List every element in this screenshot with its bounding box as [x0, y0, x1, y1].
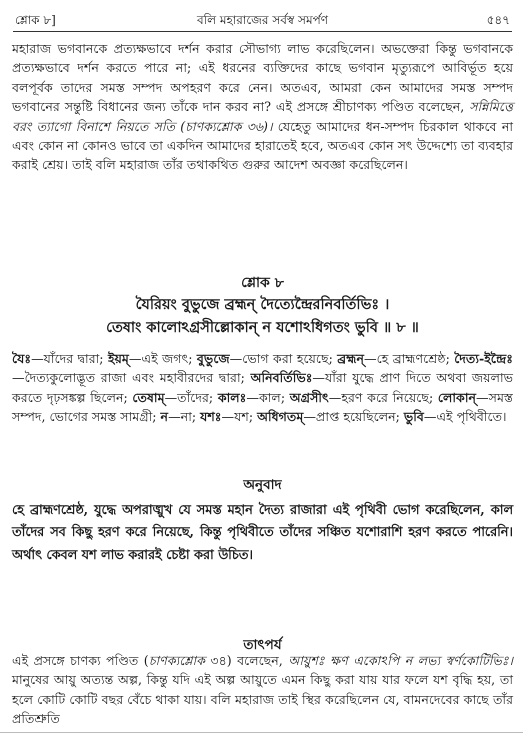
verse-reference: শ্লোক ৮]: [15, 13, 56, 27]
synonym-meaning: —কাল;: [246, 389, 290, 405]
synonym-term: তেষাম্: [132, 389, 165, 405]
purport-heading: তাৎপর্য: [243, 637, 282, 653]
synonym-meaning: —সমস্ত সম্পদ, ভোগের সমস্ত সামগ্রী;: [12, 389, 513, 425]
synonym-term: যশঃ: [200, 409, 222, 425]
synonym-meaning: —ভোগ করা হয়েছে;: [229, 351, 338, 366]
synonym-meaning: —তাঁদের;: [164, 389, 218, 405]
synonym-term: অনিবর্তিভিঃ: [250, 370, 313, 386]
continued-paragraph: [12, 39, 513, 175]
synonym-term: কালঃ: [217, 389, 247, 405]
synonym-meaning: —হে ব্রাহ্মণশ্রেষ্ঠ;: [363, 351, 455, 366]
synonym-meaning: —এই জগৎ;: [128, 351, 197, 366]
chapter-title: বলি মহারাজের সর্বস্ব সমর্পণ: [196, 13, 329, 27]
synonym-term: লোকান্: [437, 389, 477, 405]
synonym-meaning: —দৈত্যকুলোদ্ভূত রাজা এবং মহাবীরদের দ্বারা;: [12, 370, 251, 386]
synonym-term: ইয়ম্: [107, 351, 129, 366]
synonym-term: ভুবি: [403, 409, 424, 425]
verse-label: শ্লোক ৮: [241, 275, 284, 291]
synonym-meaning: —না;: [168, 409, 201, 425]
synonym-term: দৈত্য-ইন্দ্রৈঃ: [454, 351, 513, 366]
verse-line-1: যৈরিয়ং বুভুজে ব্রহ্মন্ দৈত্যেন্দ্রৈরনিবর্তিভিঃ ।: [135, 296, 390, 313]
synonym-meaning: —প্রাপ্ত হয়েছিলেন;: [303, 409, 404, 425]
synonym-term: অধিগতম্: [257, 409, 304, 425]
chanakya-quote: সন্নিমিত্তে বরং ত্যাগো বিনাশে নিয়তে সতি (চাণক্যশ্লোক ৩৬)।: [12, 99, 513, 134]
purport-text-3: মানুষের আয়ু অত্যন্ত অল্প, কিন্তু যদি এই অল্প আয়ুতে এমন কিছু করা যায় যার ফলে যশ বৃদ্ধি হয়, তা হলে কোটি কোটি বছর বেঁচে থাকা যায়। বলি মহারাজ তাই স্থির করেছিলেন যে, বামনদেবের কাছে তাঁর প্রতিশ্রুতি: [12, 672, 513, 727]
synonym-meaning: —এই পৃথিবীতে।: [423, 409, 507, 425]
book-page: [10, 0, 515, 739]
word-for-word-synonyms: [12, 349, 513, 427]
purport-text: এই প্রসঙ্গে চাণক্য পণ্ডিত (: [12, 653, 149, 668]
synonym-term: ন: [160, 409, 169, 425]
purport-quote: আয়ুশঃ ক্ষণ একোঽপি ন লভ্য স্বর্ণকোটিভিঃ।: [288, 653, 513, 668]
translation-text: হে ব্রাহ্মণশ্রেষ্ঠ, যুদ্ধে অপরাঙ্মুখ যে সমস্ত মহান দৈত্য রাজারা এই পৃথিবী ভোগ করেছিলেন, কাল তাঁদের সব কিছু হরণ করে নিয়েছে, কিন্তু পৃথিবীতে তাঁদের সঞ্চিত যশোরাশি হরণ করতে পারেনি। অর্থাৎ কেবল যশ লাভ করারই চেষ্টা করা উচিত।: [12, 503, 513, 563]
header-rule: [13, 31, 512, 32]
synonym-meaning: —যাঁরা যুদ্ধে প্রাণ দিতে অথবা জয়লাভ করতে দৃঢ়সঙ্কল্প ছিলেন;: [12, 370, 513, 405]
page-bottom-edge: [0, 732, 523, 733]
synonym-term: অগ্রসীৎ: [289, 389, 329, 405]
synonym-meaning: —যশ;: [221, 409, 258, 425]
sanskrit-verse: [10, 293, 515, 339]
running-header: [10, 10, 515, 30]
page-number: ৫৪৭: [486, 13, 510, 27]
synonym-meaning: —হরণ করে নিয়েছে;: [328, 389, 438, 405]
synonym-meaning: —যাঁদের দ্বারা;: [31, 351, 108, 366]
synonym-term: ব্রহ্মন্: [337, 351, 364, 366]
synonym-term: বুভুজে: [196, 351, 230, 366]
verse-line-2: তেষাং কালোঽগ্রসীল্লোকান্ ন যশোঽধিগতং ভুবি ॥ ৮ ॥: [106, 319, 419, 336]
paragraph-text: মহারাজ ভগবানকে প্রত্যক্ষভাবে দর্শন করার সৌভাগ্য লাভ করেছিলেন। অভক্তেরা কিন্তু ভগবানকে প্রত্যক্ষভাবে দর্শন করতে পারে না; এই ধরনের ব্যক্তিদের কাছে ভগবান মৃত্যুরূপে আবির্ভূত হয়ে বলপূর্বক তাদের সমস্ত সম্পদ অপহরণ করে নেন। অতএব, আমরা কেন আমাদের সমস্ত সম্পদ ভগবানের সন্তুষ্টি বিধানের জন্য তাঁকে দান করব না? এই প্রসঙ্গে শ্রীচাণক্য পণ্ডিত বলেছেন,: [12, 41, 513, 115]
paragraph-text-end: যেহেতু আমাদের ধন-সম্পদ চিরকাল থাকবে না এবং কোন না কোনও ভাবে তা একদিন আমাদের হারাতেই হবে, অতএব কোন সৎ উদ্দেশ্যে তা ব্যবহার করাই শ্রেয়। তাই বলি মহারাজ তাঁর তথাকথিত গুরুর আদেশ অবজ্ঞা করেছিলেন।: [12, 118, 513, 173]
purport-text-2: ৩৪) বলেছেন,: [205, 653, 289, 668]
synonym-term: যৈঃ: [12, 351, 32, 366]
translation-heading: অনুবাদ: [243, 477, 282, 493]
purport-paragraph: [12, 651, 513, 729]
purport-citation: চাণক্যশ্লোক: [148, 653, 205, 668]
